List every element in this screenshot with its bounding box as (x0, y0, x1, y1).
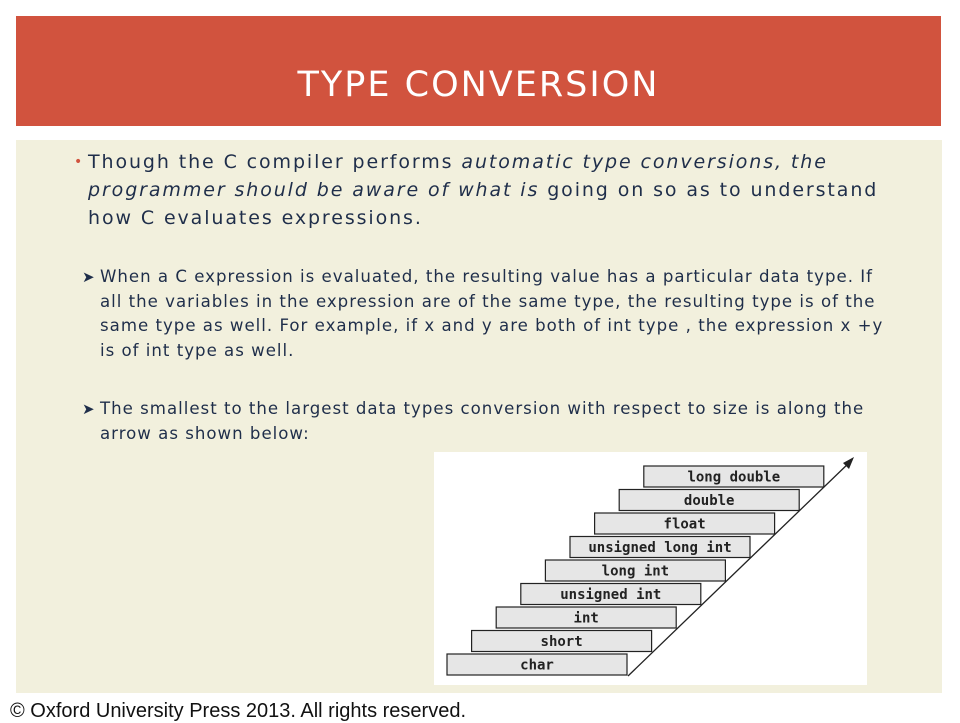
step-label: unsigned long int (588, 540, 732, 556)
step-long-double (644, 466, 824, 487)
step-label: short (540, 634, 583, 650)
step-unsigned-int (521, 584, 701, 605)
sub-bullet-1 (82, 265, 900, 363)
bullet-text-2: going on so as to understand how C evaluates expressions. (88, 179, 879, 229)
step-label: long double (687, 469, 781, 486)
step-int (496, 607, 676, 628)
step-label: double (683, 493, 735, 509)
step-double (619, 490, 799, 511)
step-unsigned-long-int (570, 537, 750, 558)
arrow-bullet-icon: ➤ (82, 400, 96, 418)
step-label: float (663, 516, 706, 533)
type-conversion-diagram (434, 452, 867, 685)
title-bar (16, 16, 941, 126)
step-label: unsigned int (560, 587, 662, 603)
step-label: char (520, 657, 554, 674)
bullet-text-1: Though the C compiler performs (88, 151, 462, 173)
step-float (595, 513, 775, 534)
step-label: int (573, 610, 599, 627)
slide-title: TYPE CONVERSION (297, 65, 660, 105)
sub-bullet-2-text: The smallest to the largest data types conversion with respect to size is along the arrow as shown below: (100, 399, 865, 443)
bullet-dot-icon: • (74, 154, 85, 170)
step-label: long int (601, 563, 670, 580)
main-bullet (74, 148, 888, 232)
copyright-footer: © Oxford University Press 2013. All rights reserved. (10, 700, 467, 722)
step-short (472, 631, 652, 652)
bullet-text-emphasis: automatic type conversions, the programmer should be aware of what is (88, 151, 828, 201)
step-char (447, 654, 627, 675)
sub-bullet-2 (82, 397, 900, 446)
sub-bullet-1-text: When a C expression is evaluated, the resulting value has a particular data type. If all the variables in the expression are of the same type, the resulting type is of the same type as well. For example, if x and y are both of int type , the expression x +y is of int type as well. (100, 267, 884, 360)
arrow-bullet-icon: ➤ (82, 268, 96, 286)
staircase-svg (434, 452, 867, 685)
step-long-int (545, 560, 725, 581)
